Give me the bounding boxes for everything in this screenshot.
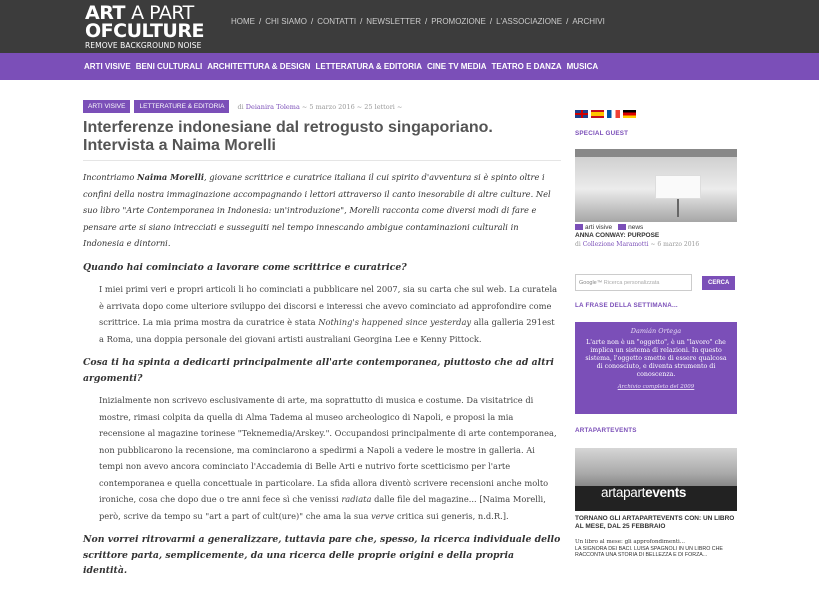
article-tags <box>83 100 561 113</box>
events-headline[interactable]: TORNANO GLI ARTAPARTEVENTS CON: UN LIBRO AL MESE, DAL 25 FEBBRAIO <box>575 515 735 530</box>
search-input[interactable]: Google™ Ricerca personalizzata <box>575 274 692 291</box>
events-image[interactable] <box>575 448 737 511</box>
guest-tags <box>575 224 737 231</box>
site-logo[interactable] <box>85 4 204 50</box>
nav-item-1[interactable]: CHI SIAMO <box>265 17 308 26</box>
flag-es-icon[interactable] <box>591 110 604 118</box>
guest-tag-news[interactable]: news <box>618 224 643 231</box>
nav-item-2[interactable]: CONTATTI <box>317 17 357 26</box>
category-item-2[interactable]: ARCHITETTURA & DESIGN <box>207 62 311 71</box>
flag-de-icon[interactable] <box>623 110 636 118</box>
question-3: Non vorrei ritrovarmi a generalizzare, tuttavia pare che, spesso, la ricerca individuale dello scrittore parta, semplicemente, da una ricerca delle proprie origini e della propria identità. <box>83 534 561 576</box>
special-guest-image[interactable] <box>575 149 737 222</box>
article-title: Interferenze indonesiane dal retrogusto singaporiano. Intervista a Naima Morelli <box>83 119 561 161</box>
nav-separator: / <box>360 17 363 26</box>
flag-uk-icon[interactable] <box>575 110 588 118</box>
author-link[interactable]: Deianira Tolema <box>245 102 300 111</box>
tag-letterature[interactable]: LETTERATURE & EDITORIA <box>134 100 229 113</box>
quote-author: Damián Ortega <box>630 327 682 335</box>
nav-separator: / <box>259 17 262 26</box>
article-meta: di Deianira Tolema ~ 5 marzo 2016 ~ 25 lettori ~ <box>237 102 403 111</box>
category-bar <box>0 53 819 80</box>
category-item-0[interactable]: ARTI VISIVE <box>84 62 131 71</box>
question-1: Quando hai cominciato a lavorare come scrittrice e curatrice? <box>83 261 407 273</box>
events-subtitle-2[interactable]: LA SIGNORA DEI BACI. LUISA SPAGNOLI IN UN LIBRO CHE RACCONTA UNA STORIA DI BELLEZZA E DI FORZA... <box>575 546 723 558</box>
nav-item-0[interactable]: HOME <box>231 17 255 26</box>
guest-tag-arti-visive[interactable]: arti visive <box>575 224 612 231</box>
phrase-title: LA FRASE DELLA SETTIMANA... <box>575 302 678 309</box>
tag-arti-visive[interactable]: ARTI VISIVE <box>83 100 130 113</box>
category-item-6[interactable]: MUSICA <box>566 62 599 71</box>
category-item-5[interactable]: TEATRO E DANZA <box>491 62 562 71</box>
sidebar <box>575 110 737 558</box>
nav-item-3[interactable]: NEWSLETTER <box>366 17 421 26</box>
search-form <box>575 274 737 291</box>
main-nav <box>231 17 605 26</box>
quote-archive-link[interactable]: Archivio completo del 2009 <box>617 384 695 390</box>
weekly-quote <box>575 322 737 414</box>
logo-line1: ART A PART <box>85 2 194 24</box>
guest-title[interactable]: ANNA CONWAY: PURPOSE <box>575 232 660 239</box>
top-header <box>0 0 819 53</box>
search-button[interactable]: CERCA <box>702 276 735 290</box>
answer-2: Inizialmente non scrivevo esclusivamente di arte, ma soprattutto di musica e costume. Da visitatrice di mostre, rimasi colpita da quella di Alma Tadema al museo archeologico di Napoli, e proposi la mia recensione al magazine torinese "Teknemedia/Arskey.". Occupandosi principalmente di arte contemporanea, non pubblicarono la recensione, ma cominciarono a spedirmi a Napoli a vedere le mostre in galleria. Ai tempi non avevo ancora cominciato l'Accademia di Belle Arti e nutrivo forte scetticismo per l'arte contemporanea e quella concettuale in particolare. La sfida allora diventò scrivere recensioni anche molto ironiche, cosa che dopo due o tre anni fece sì che venissi radiata dalle file del magazine... [Naima Morelli, però, scrive da tempo su "art a part of cult(ure)" che ama la sua verve critica sui generis, n.d.R.]. <box>99 395 557 521</box>
guest-meta: di Collezione Maramotti ~ 6 marzo 2016 <box>575 241 700 248</box>
events-subtitle[interactable]: Un libro al mese: gli approfondimenti... <box>575 539 686 545</box>
nav-separator: / <box>311 17 314 26</box>
guest-author-link[interactable]: Collezione Maramotti <box>582 241 649 248</box>
answer-1: I miei primi veri e propri articoli li ho cominciati a pubblicare nel 2007, sia su carta che sul web. La curatela è arrivata dopo come ulteriore sviluppo dei discorsi e interessi che avevo cominciato ad approfondire come scrittrice. La mia prima mostra da curatrice è stata Nothing's happened since yesterday alla galleria 291est a Roma, una doppia personale dei giovani artisti australiani Georgina Lee e Kenny Pittock. <box>99 284 558 344</box>
nav-separator: / <box>489 17 493 26</box>
logo-line2: OFCULTURE <box>85 20 204 42</box>
events-image-text: artapartevents <box>601 485 687 500</box>
category-item-4[interactable]: CINE TV MEDIA <box>426 62 487 71</box>
date-reads: ~ 5 marzo 2016 ~ 25 lettori ~ <box>301 102 403 111</box>
category-item-1[interactable]: BENI CULTURALI <box>135 62 203 71</box>
special-guest-title: SPECIAL GUEST <box>575 130 629 137</box>
nav-item-4[interactable]: PROMOZIONE <box>431 17 486 26</box>
nav-item-5[interactable]: L'ASSOCIAZIONE <box>496 17 563 26</box>
question-2: Cosa ti ha spinta a dedicarti principalmente all'arte contemporanea, piuttosto che ad altri argomenti? <box>83 357 554 384</box>
nav-separator: / <box>424 17 428 26</box>
flag-fr-icon[interactable] <box>607 110 620 118</box>
language-flags <box>575 110 737 118</box>
category-item-3[interactable]: LETTERATURA & EDITORIA <box>315 62 422 71</box>
nav-separator: / <box>566 17 569 26</box>
nav-item-6[interactable]: ARCHIVI <box>572 17 605 26</box>
article <box>83 100 561 579</box>
quote-text: L'arte non è un "oggetto", è un "lavoro" che implica un sistema di relazioni. In questo sistema, l'oggetto smette di essere qualcosa di conosciuto, e diventa strumento di conoscenza. <box>585 339 727 378</box>
category-nav <box>84 62 603 71</box>
article-intro: Incontriamo Naima Morelli, giovane scrittrice e curatrice italiana il cui spirito d'avventura si è spinto oltre i confini della nostra immaginazione accompagnando i lettori attraverso il canto inesorabile di altre culture. Nel suo libro "Arte Contemporanea in Indonesia: un'introduzione", Morelli racconta come diversi modi di fare e pensare arte si siano intrecciati e susseguiti nel tempo innescando ambigue contaminazioni culturali in Indonesia e dintorni. <box>83 172 551 248</box>
logo-tagline: REMOVE BACKGROUND NOISE <box>85 41 202 50</box>
events-title: ARTAPARTEVENTS <box>575 427 637 434</box>
